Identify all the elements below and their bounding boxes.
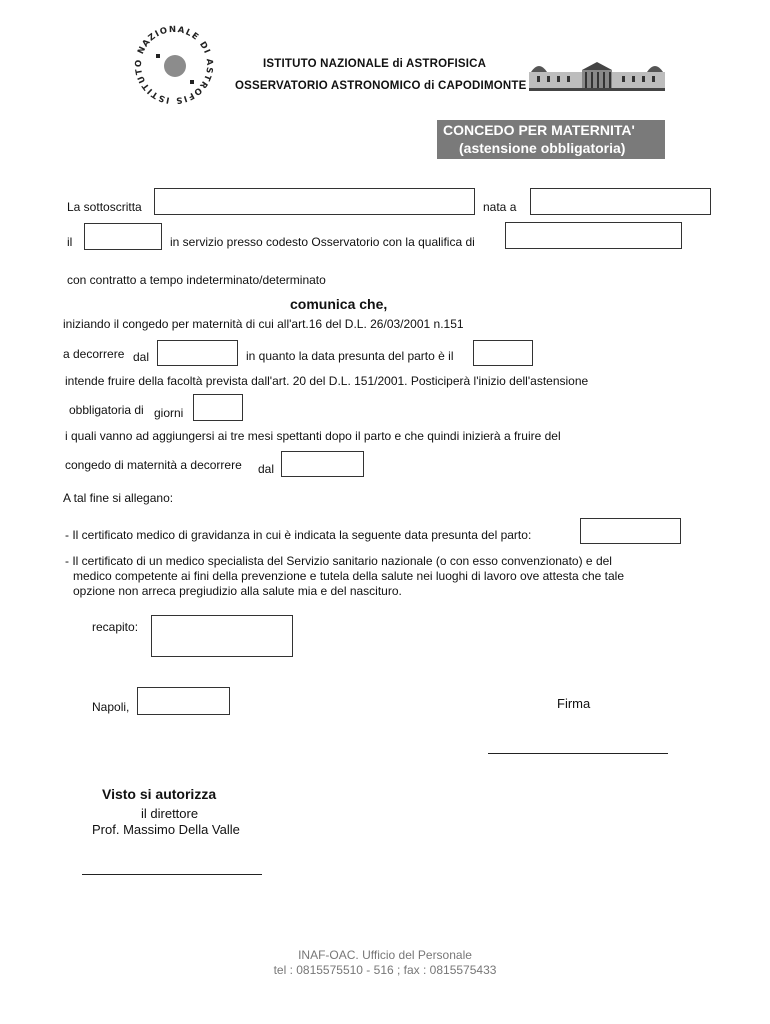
visto-heading: Visto si autorizza	[102, 786, 217, 802]
certificate-due-date-field[interactable]	[580, 518, 681, 544]
recapito-field[interactable]	[151, 615, 293, 657]
director-signature-line[interactable]	[82, 874, 262, 875]
quali-text: i quali vanno ad aggiungersi ai tre mesi spettanti dopo il parto e che quindi inizierà a fruire del	[65, 429, 561, 443]
allegano-text: A tal fine si allegano:	[63, 491, 174, 505]
title-line-1: CONCEDO PER MATERNITA'	[443, 122, 635, 138]
svg-text:ISTITUTO NAZIONALE DI ASTROFIS: ISTITUTO NAZIONALE DI ASTROFIS	[133, 24, 215, 106]
certificate-2-line-1: - Il certificato di un medico specialista del Servizio sanitario nazionale (o con esso convenzionato) e del	[65, 554, 612, 568]
firma-label: Firma	[557, 696, 591, 711]
nata-a-label: nata a	[483, 200, 517, 214]
direttore-title: il direttore	[141, 806, 199, 821]
due-date-field[interactable]	[473, 340, 533, 366]
sottoscritta-label: La sottoscritta	[67, 200, 142, 214]
dal-label-2: dal	[258, 462, 275, 476]
days-field[interactable]	[193, 394, 243, 421]
data-presunta-label: in quanto la data presunta del parto è il	[246, 349, 454, 363]
contratto-text: con contratto a tempo indeterminato/determinato	[67, 273, 326, 287]
iniziando-text: iniziando il congedo per maternità di cui all'art.16 del D.L. 26/03/2001 n.151	[63, 317, 464, 331]
observatory-building-image	[527, 58, 667, 92]
observatory-name: OSSERVATORIO ASTRONOMICO di CAPODIMONTE	[235, 80, 527, 92]
certificate-2-line-2: medico competente ai fini della prevenzione e tutela della salute nei luoghi di lavoro ove attesta che tale	[73, 569, 625, 583]
recapito-label: recapito:	[92, 620, 139, 634]
footer-contacts: tel : 0815575510 - 516 ; fax : 0815575433	[273, 963, 497, 977]
comunica-heading: comunica che,	[290, 296, 388, 312]
footer-office: INAF-OAC. Ufficio del Personale	[298, 948, 472, 962]
institute-name: ISTITUTO NAZIONALE di ASTROFISICA	[263, 58, 487, 70]
title-line-2: (astensione obbligatoria)	[459, 140, 626, 156]
certificate-1-text: - Il certificato medico di gravidanza in cui è indicata la seguente data presunta del parto:	[65, 528, 532, 542]
giorni-label: giorni	[154, 406, 184, 420]
a-decorrere-label: a decorrere	[63, 347, 125, 361]
servizio-label: in servizio presso codesto Osservatorio con la qualifica di	[170, 235, 475, 249]
congedo-label: congedo di maternità a decorrere	[65, 458, 242, 472]
place-date-field[interactable]	[137, 687, 230, 715]
congedo-date-field[interactable]	[281, 451, 364, 477]
sottoscritta-name-field[interactable]	[154, 188, 475, 215]
qualifica-field[interactable]	[505, 222, 682, 249]
birthdate-field[interactable]	[84, 223, 162, 250]
director-name: Prof. Massimo Della Valle	[92, 822, 240, 837]
birthplace-field[interactable]	[530, 188, 711, 215]
intende-text: intende fruire della facoltà prevista dall'art. 20 del D.L. 151/2001. Posticiperà l'inizio dell'astensione	[65, 374, 589, 388]
certificate-2-line-3: opzione non arreca pregiudizio alla salute mia e del nascituro.	[73, 584, 402, 598]
dal-label: dal	[133, 350, 150, 364]
form-title	[437, 120, 665, 159]
signature-line[interactable]	[488, 753, 668, 754]
inaf-seal-logo	[122, 18, 227, 113]
start-date-field[interactable]	[157, 340, 238, 366]
obbligatoria-label: obbligatoria di	[69, 403, 144, 417]
napoli-label: Napoli,	[92, 700, 130, 714]
il-label: il	[67, 235, 73, 249]
